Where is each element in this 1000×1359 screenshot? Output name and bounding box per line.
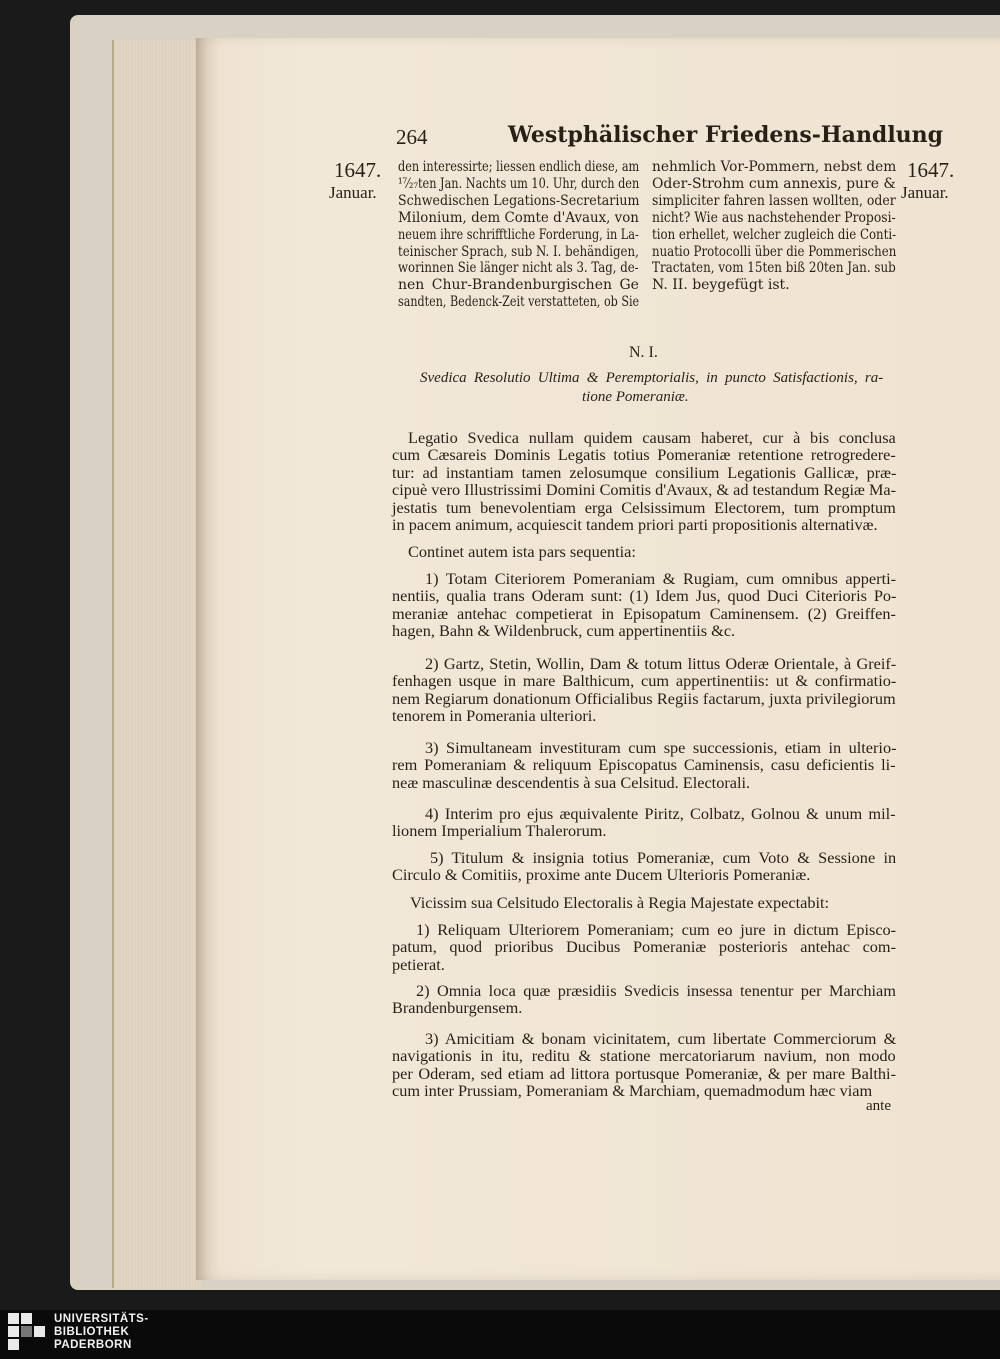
latin-line: 4) Interim pro ejus æquivalente Piritz, Colbatz, Golnou & unum mil- xyxy=(425,804,896,823)
latin-line: hagen, Bahn & Wildenbruck, cum appertinentiis &c. xyxy=(392,621,736,641)
latin-line: 2) Gartz, Stetin, Wollin, Dam & totum littus Oderæ Orientale, à Greif- xyxy=(425,654,897,673)
page-title: Westphälischer Friedens-Handlung xyxy=(508,122,944,148)
latin-line: cum inter Prussiam, Pomeraniam & Marchiam, quemadmodum hæc viam xyxy=(392,1081,873,1101)
latin-line: 3) Amicitiam & bonam vicinitatem, cum libertate Commerciorum & xyxy=(425,1029,897,1048)
german-line: N. II. beygefügt ist. xyxy=(652,277,790,294)
latin-line: jestatis tum benevolentiam erga Celsissimum Electorem, tum promptum xyxy=(392,497,896,517)
subtitle-line: Svedica Resolutio Ultima & Peremptorialis, in puncto Satisfactionis, ra- xyxy=(420,370,884,386)
latin-line: 1) Reliquam Ulteriorem Pomeraniam; cum eo jure in dictum Episco- xyxy=(416,920,897,939)
latin-line: 5) Titulum & insignia totius Pomeraniæ, cum Voto & Sessione in xyxy=(430,848,897,867)
latin-line: meraniæ antehac competierat in Episopatum Caminensem. (2) Greiffen- xyxy=(392,603,896,623)
latin-line: tur: ad instantiam tamen zelosumque consilium Legationis Gallicæ, præ- xyxy=(392,462,897,482)
latin-line: Vicissim sua Celsitudo Electoralis à Regia Majestate expectabit: xyxy=(410,893,830,912)
german-line: simpliciter fahren lassen wollten, oder xyxy=(652,192,896,209)
latin-line: Circulo & Comitiis, proxime ante Ducem Ulterioris Pomeraniæ. xyxy=(392,865,811,885)
german-line: neuem ihre schrifftliche Forderung, in La- xyxy=(398,226,639,243)
library-logo-line: BIBLIOTHEK xyxy=(54,1326,130,1338)
latin-line: in pacem animum, acquiescit tandem priori parti propositionis alternativæ. xyxy=(392,515,878,534)
german-line: Oder-Strohm cum annexis, pure & xyxy=(652,175,896,192)
latin-line: Brandenburgensem. xyxy=(392,998,523,1018)
german-line: nuatio Protocolli über die Pommerischen xyxy=(652,243,897,260)
german-line: nehmlich Vor-Pommern, nebst dem xyxy=(652,159,897,175)
german-line: Milonium, dem Comte d'Avaux, von xyxy=(398,209,639,226)
german-line: sandten, Bedenck-Zeit verstatteten, ob Sie xyxy=(398,294,640,311)
section-heading: N. I. xyxy=(629,344,658,361)
latin-line: 1) Totam Citeriorem Pomeraniam & Rugiam, cum omnibus apperti- xyxy=(425,569,897,588)
latin-line: 2) Omnia loca quæ præsidiis Svedicis insessa tenentur per Marchiam xyxy=(416,981,896,1000)
page-number: 264 xyxy=(396,125,428,149)
latin-line: rem Pomeraniam & reliquum Episcopatus Caminensis, casu deficientis li- xyxy=(392,755,896,775)
margin-month-right: Januar. xyxy=(901,183,949,202)
latin-line: petierat. xyxy=(392,954,445,974)
latin-line: lionem Imperialium Thalerorum. xyxy=(392,821,607,841)
margin-year-left: 1647. xyxy=(334,158,382,182)
german-line: ¹⁷⁄₂₇ten Jan. Nachts um 10. Uhr, durch den xyxy=(398,175,640,192)
german-line: nen Chur-Brandenburgischen Ge xyxy=(398,277,639,294)
library-logo-icon xyxy=(6,1311,48,1355)
latin-line: Legatio Svedica nullam quidem causam haberet, cur à bis conclusa xyxy=(408,428,896,447)
library-logo-text xyxy=(54,1313,149,1352)
german-line: worinnen Sie länger nicht als 3. Tag, de- xyxy=(398,260,639,277)
latin-line: per Oderam, sed etiam ad littora portusque Pomeraniæ, & per mare Balthi- xyxy=(392,1063,896,1083)
library-logo-line: UNIVERSITÄTS- xyxy=(54,1313,149,1325)
german-line: Tractaten, vom 15ten biß 20ten Jan. sub xyxy=(652,260,896,277)
german-line: tion erhellet, welcher zugleich die Conti- xyxy=(652,226,897,243)
latin-line: cipuè vero Illustrissimi Domini Comitis d'Avaux, & ad testandum Regiæ Ma- xyxy=(392,480,897,500)
margin-year-right: 1647. xyxy=(907,158,955,182)
latin-line: tenorem in Pomerania ulteriori. xyxy=(392,706,597,726)
latin-line: neæ masculinæ descendentis à sua Celsitud. Electorali. xyxy=(392,772,751,792)
german-line: nicht? Wie aus nachstehender Proposi- xyxy=(652,209,896,226)
library-logo-line: PADERBORN xyxy=(54,1339,132,1351)
latin-line: navigationis in itu, reditu & statione mercatoriarum navium, non modo xyxy=(392,1046,896,1066)
book-fore-edge xyxy=(112,40,202,1288)
german-line: den interessirte; liessen endlich diese, am xyxy=(398,159,640,175)
margin-month-left: Januar. xyxy=(329,183,377,202)
latin-line: Continet autem ista pars sequentia: xyxy=(408,542,636,561)
footer-bar xyxy=(0,1310,1000,1359)
german-line: Schwedischen Legations-Secretarium xyxy=(398,192,640,209)
latin-line: 3) Simultaneam investituram cum spe successionis, etiam in ulterio- xyxy=(425,738,897,757)
catchword: ante xyxy=(866,1098,891,1114)
latin-line: nentiis, qualia trans Oderam sunt: (1) Idem Jus, quod Duci Citerioris Po- xyxy=(392,586,897,606)
latin-line: fenhagen usque in mare Balthicum, cum appertinentiis: ut & confirmatio- xyxy=(392,671,897,691)
latin-line: patum, quod prioribus Ducibus Pomeraniæ posterioris antehac com- xyxy=(392,937,897,957)
latin-line: nem Regiarum donationum Officialibus Regiis factarum, juxta privilegiorum xyxy=(392,688,896,708)
subtitle-line: tione Pomeraniæ. xyxy=(582,389,689,405)
latin-line: cum Cæsareis Dominis Legatis totius Pomeraniæ retentione retrogredere- xyxy=(392,445,896,465)
german-line: teinischer Sprach, sub N. I. behändigen, xyxy=(398,243,639,260)
